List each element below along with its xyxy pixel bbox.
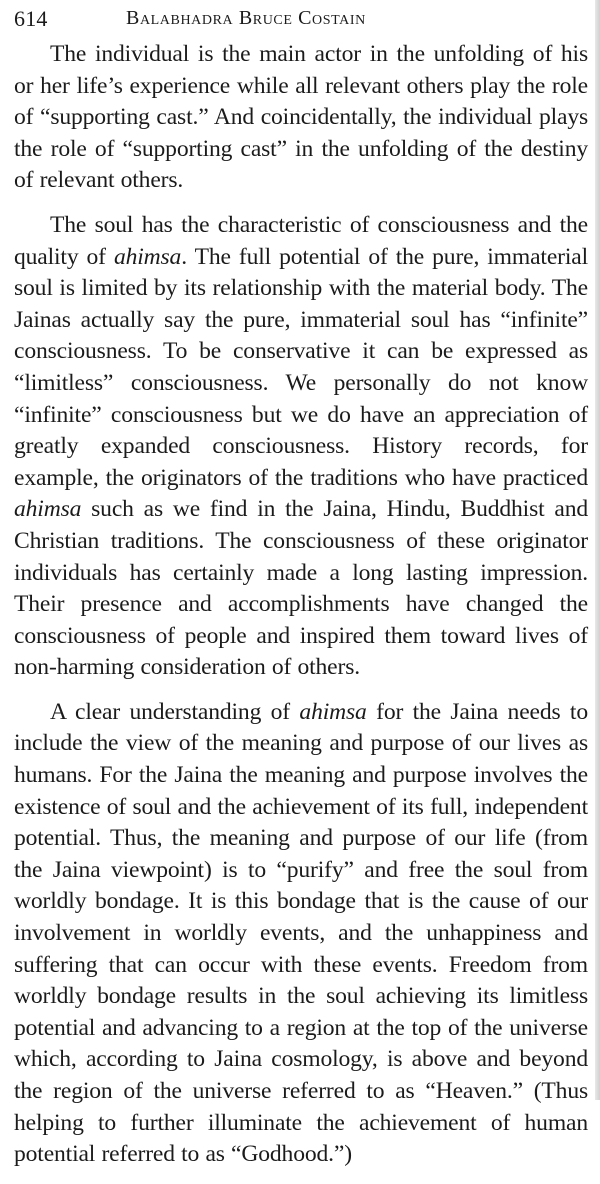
text-run: for the Jaina needs to include the view of the meaning and purpose of our lives as humans. For the Jaina the meaning and purpose involves the existence of soul and the achievement of its full, independent potential. Thus, the meaning and purpose of our life (from the Jaina viewpoint) is to “purify” and free the soul from worldly bondage. It is this bondage that is the cause of our involvement in worldly events, and the unhappiness and suffering that can occur with these events. Freedom from worldly bondage results in the soul achieving its limitless potential and advancing to a region at the top of the universe which, according to Jaina cosmology, is above and beyond the region of the universe referred to as “Heaven.” (Thus helping to further illuminate the achievement of human potential referred to as “Godhood.”) bbox=[14, 698, 588, 1168]
italic-term: ahimsa bbox=[113, 243, 182, 270]
text-run: The soul has the characteristic of consciousness and the quality of bbox=[14, 211, 588, 270]
running-head: Balabhadra Bruce Costain bbox=[126, 7, 366, 29]
paragraph bbox=[14, 39, 588, 197]
italic-term: ahimsa bbox=[299, 698, 367, 725]
italic-term: ahimsa bbox=[14, 496, 82, 523]
paragraph bbox=[14, 210, 588, 684]
text-run: The individual is the main actor in the unfolding of his or her life’s experience while all relevant others play the role of “supporting cast.” And coincidentally, the individual plays the role of “supporting cast” in the unfolding of the destiny of relevant others. bbox=[14, 41, 588, 194]
text-run: such as we find in the Jaina, Hindu, Buddhist and Christian traditions. The consciousness of these originator individuals has certainly made a long lasting impression. Their presence and accomplishments have changed the consciousness of people and inspired them toward lives of non-harming consideration of others. bbox=[14, 496, 588, 681]
text-run: A clear understanding of bbox=[50, 698, 300, 725]
page-header bbox=[14, 6, 582, 32]
text-run: . The full potential of the pure, immaterial soul is limited by its relationship with the material body. The Jainas actually say the pure, immaterial soul has “infinite” consciousness. To be conservative it can be expressed as “limitless” consciousness. We personally do not know “infinite” consciousness but we do have an appreciation of greatly expanded consciousness. History records, for example, the originators of the traditions who have practiced bbox=[14, 243, 588, 491]
page-number: 614 bbox=[14, 6, 48, 31]
body-text bbox=[14, 39, 588, 1184]
